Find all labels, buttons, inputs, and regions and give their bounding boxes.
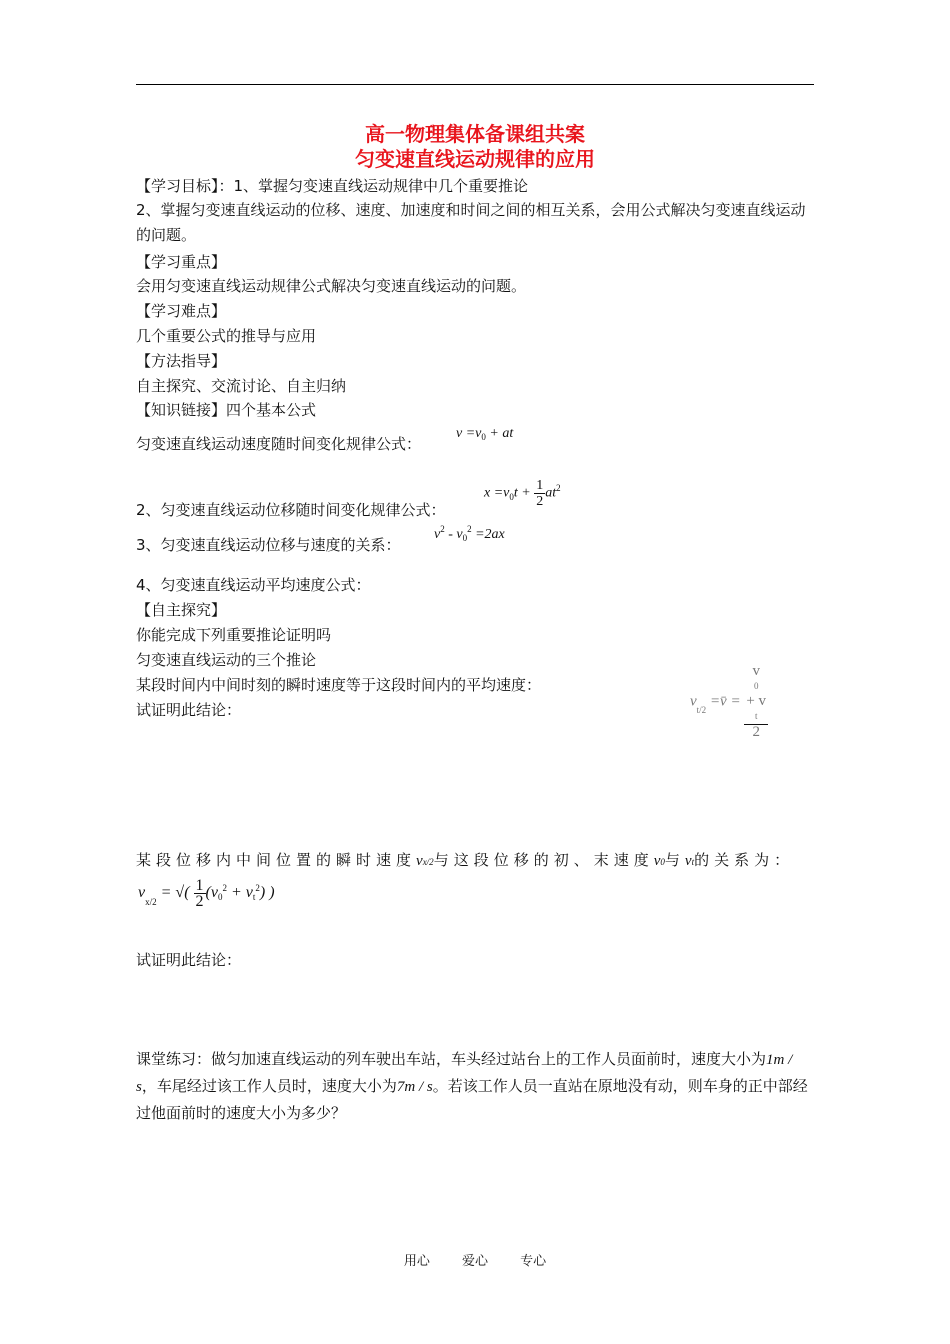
footer-2: 爱心 bbox=[461, 1254, 488, 1269]
method-text: 自主探究、交流讨论、自主归纳 bbox=[136, 377, 347, 395]
goals-2: 2、掌握匀变速直线运动的位移、速度、加速度和时间之间的相互关系，会用公式解决匀变速直线运动的问题。 bbox=[136, 201, 806, 244]
formula-1: $v =v_0$ + at bbox=[456, 426, 514, 442]
inference-1-formula: $v_{t/2}$ =v̄ = v 0 + v t 2 bbox=[690, 663, 767, 740]
footer-1: 用心 bbox=[403, 1254, 430, 1269]
goals-label: 【学习目标】：1、掌握匀变速直线运动规律中几个重要推论 bbox=[136, 177, 529, 195]
inference-1-text: 某段时间内中间时刻的瞬时速度等于这段时间内的平均速度： bbox=[136, 676, 542, 694]
formula-3: $v^2 - v_0^2 =2ax$ bbox=[434, 524, 505, 543]
formula-1-text: 匀变速直线运动速度随时间变化规律公式： bbox=[136, 435, 422, 453]
formula-2: $x =v_0t$ + $\frac{1}{2}$ $at^2$ bbox=[484, 478, 561, 509]
explore-question: 你能完成下列重要推论证明吗 bbox=[136, 626, 332, 644]
prove-1: 试证明此结论： bbox=[136, 701, 242, 719]
header-rule bbox=[136, 84, 814, 85]
diff-text: 几个重要公式的推导与应用 bbox=[136, 327, 317, 345]
diff-label: 【学习难点】 bbox=[136, 302, 227, 320]
exercise: 课堂练习：做匀加速直线运动的列车驶出车站，车头经过站台上的工作人员面前时，速度大小为1m / s，车尾经过该工作人员时，速度大小为7m / s。若该工作人员一直站在原地没有动，则车身的正中部经过他面前时的速度大小为多少？ bbox=[136, 1050, 808, 1122]
footer-3: 专心 bbox=[520, 1254, 547, 1269]
explore-three: 匀变速直线运动的三个推论 bbox=[136, 651, 317, 669]
key-text: 会用匀变速直线运动规律公式解决匀变速直线运动的问题。 bbox=[136, 277, 527, 295]
title-line-1: 高一物理集体备课组共案 bbox=[365, 122, 585, 146]
inference-2-formula: $v_{x/2}$ = √( $\frac{1}{2}$ $(v0^2 + vt^2)$ ) bbox=[138, 877, 275, 910]
key-label: 【学习重点】 bbox=[136, 253, 227, 271]
formula-3-text: 3、匀变速直线运动位移与速度的关系： bbox=[136, 536, 401, 554]
footer bbox=[0, 1250, 950, 1269]
prove-2: 试证明此结论： bbox=[136, 951, 242, 969]
method-label: 【方法指导】 bbox=[136, 352, 227, 370]
explore-label: 【自主探究】 bbox=[136, 601, 227, 619]
inference-2-text: 某段位移内中间位置的瞬时速度vx/2与这段位移的初、末速度v0与vt的关系为： bbox=[136, 851, 795, 869]
title-line-2: 匀变速直线运动规律的应用 bbox=[355, 147, 595, 171]
formula-2-text: 2、匀变速直线运动位移随时间变化规律公式： bbox=[136, 501, 446, 519]
formula-4-text: 4、匀变速直线运动平均速度公式： bbox=[136, 576, 371, 594]
link-label: 【知识链接】四个基本公式 bbox=[136, 401, 317, 419]
